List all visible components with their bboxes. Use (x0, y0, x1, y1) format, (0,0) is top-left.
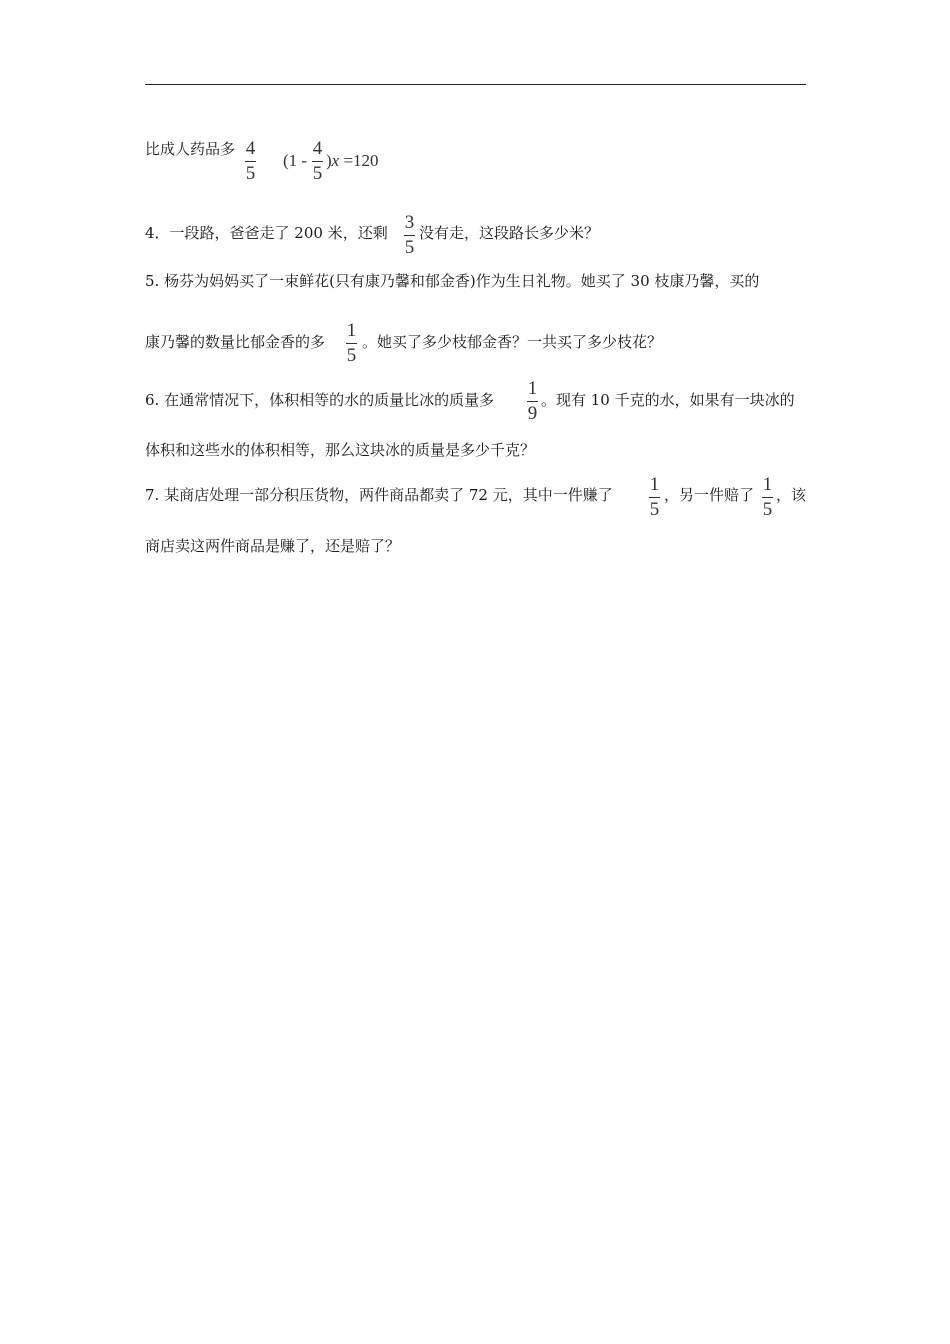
equation-value: =120 (339, 151, 379, 170)
fraction-denominator: 5 (762, 499, 773, 520)
q4-part2: 没有走，这段路长多少米？ (419, 224, 600, 242)
fraction-three-fifths (404, 212, 415, 259)
q7-line1a: 7. 某商店处理一部分积压货物，两件商品都卖了 72 元，其中一件赚了 (145, 486, 613, 504)
fraction-denominator: 5 (649, 499, 660, 520)
fraction-bar (346, 343, 357, 344)
equation-close-paren: ) (326, 151, 332, 170)
fraction-denominator: 5 (245, 163, 256, 184)
q4-part1: 4．一段路，爸爸走了 200 米，还剩 (145, 224, 388, 242)
equation-variable: x (331, 151, 340, 170)
q5-line1: 5. 杨芬为妈妈买了一束鲜花(只有康乃馨和郁金香)作为生日礼物。她买了 30 枝康乃馨，买的 (145, 272, 760, 290)
fraction-bar (312, 161, 323, 162)
fraction-one-fifth (346, 320, 357, 367)
equation-open: (1 - (283, 151, 308, 170)
fraction-denominator: 5 (312, 163, 323, 184)
fraction-numerator: 4 (312, 138, 323, 159)
q5-line2a: 康乃馨的数量比郁金香的多 (145, 333, 326, 351)
q5-line2b: 。她买了多少枝郁金香？一共买了多少枝花？ (362, 333, 663, 351)
equation-fraction (312, 138, 323, 185)
fraction-bar (649, 497, 660, 498)
fraction-one-fifth-loss (762, 474, 773, 521)
fraction-numerator: 3 (404, 212, 415, 233)
q6-line1b: 。现有 10 千克的水，如果有一块冰的 (541, 391, 795, 409)
q7-line1c: ，该 (776, 486, 807, 504)
fraction-denominator: 5 (346, 345, 357, 366)
fraction-four-fifths (245, 138, 256, 185)
fraction-numerator: 1 (649, 474, 660, 495)
q3-tail-text: 比成人药品多 (145, 140, 236, 158)
fraction-numerator: 1 (346, 320, 357, 341)
fraction-numerator: 4 (245, 138, 256, 159)
fraction-denominator: 5 (404, 237, 415, 258)
fraction-numerator: 1 (762, 474, 773, 495)
q6-line2: 体积和这些水的体积相等，那么这块冰的质量是多少千克？ (145, 441, 536, 459)
q7-line2: 商店卖这两件商品是赚了，还是赔了？ (145, 537, 401, 555)
fraction-one-ninth (527, 378, 538, 425)
q7-line1b: ，另一件赔了 (664, 486, 755, 504)
fraction-numerator: 1 (527, 378, 538, 399)
fraction-one-fifth-gain (649, 474, 660, 521)
equation-rest (326, 151, 379, 171)
header-rule (145, 84, 806, 85)
fraction-bar (527, 401, 538, 402)
q6-line1a: 6. 在通常情况下，体积相等的水的质量比冰的质量多 (145, 391, 495, 409)
fraction-bar (762, 497, 773, 498)
fraction-denominator: 9 (527, 403, 538, 424)
fraction-bar (404, 235, 415, 236)
fraction-bar (245, 161, 256, 162)
